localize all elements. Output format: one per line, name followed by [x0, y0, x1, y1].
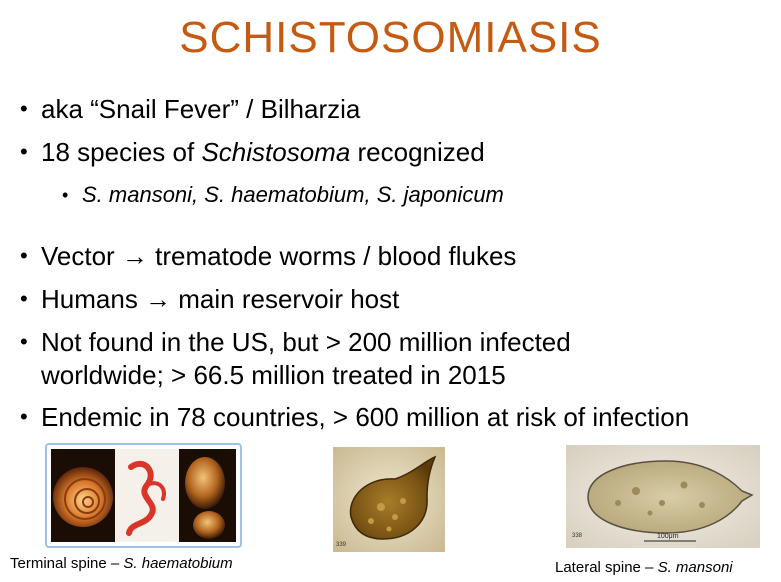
bullet-text: 18 species of Schistosoma recognized [41, 137, 485, 167]
bullet-text: Humans → main reservoir host [41, 284, 400, 314]
bullet-dot-icon: • [20, 139, 28, 164]
caption-terminal-spine: Terminal spine – S. haematobium [10, 555, 233, 572]
caption-species: S. mansoni [657, 559, 733, 576]
genus-name: Schistosoma [201, 137, 351, 167]
scale-bar-label: 100μm [657, 533, 679, 540]
lateral-spine-egg-micrograph [566, 445, 760, 548]
bullet-text-continuation: worldwide; > 66.5 million treated in 2015 [41, 360, 506, 390]
caption-lateral-spine: Lateral spine – S. mansoni [555, 559, 733, 576]
bullet-dot-icon: • [20, 329, 28, 354]
bullet-dot-icon: • [20, 243, 28, 268]
micrograph-number: 338 [572, 533, 583, 539]
snail-worm-image [45, 443, 242, 548]
slide-title: SCHISTOSOMIASIS [179, 13, 602, 62]
terminal-spine-egg-image [333, 447, 445, 552]
sub-bullet-dot-icon: • [62, 185, 69, 205]
caption-species: S. haematobium [123, 555, 233, 572]
bullet-text: Endemic in 78 countries, > 600 million at risk of infection [41, 402, 690, 432]
terminal-spine-egg-micrograph [333, 447, 445, 552]
bullet-dot-icon: • [20, 404, 28, 429]
snail-worm-illustration [47, 445, 240, 546]
bullet-dot-icon: • [20, 286, 28, 311]
sub-bullet-text: S. mansoni, S. haematobium, S. japonicum [82, 182, 504, 207]
bullet-text: Vector → trematode worms / blood flukes [41, 241, 517, 271]
lateral-spine-egg-image [566, 445, 760, 548]
bullet-dot-icon: • [20, 96, 28, 121]
micrograph-number: 339 [336, 542, 347, 548]
bullet-text: Not found in the US, but > 200 million infected [41, 327, 571, 357]
bullet-text: aka “Snail Fever” / Bilharzia [41, 94, 361, 124]
